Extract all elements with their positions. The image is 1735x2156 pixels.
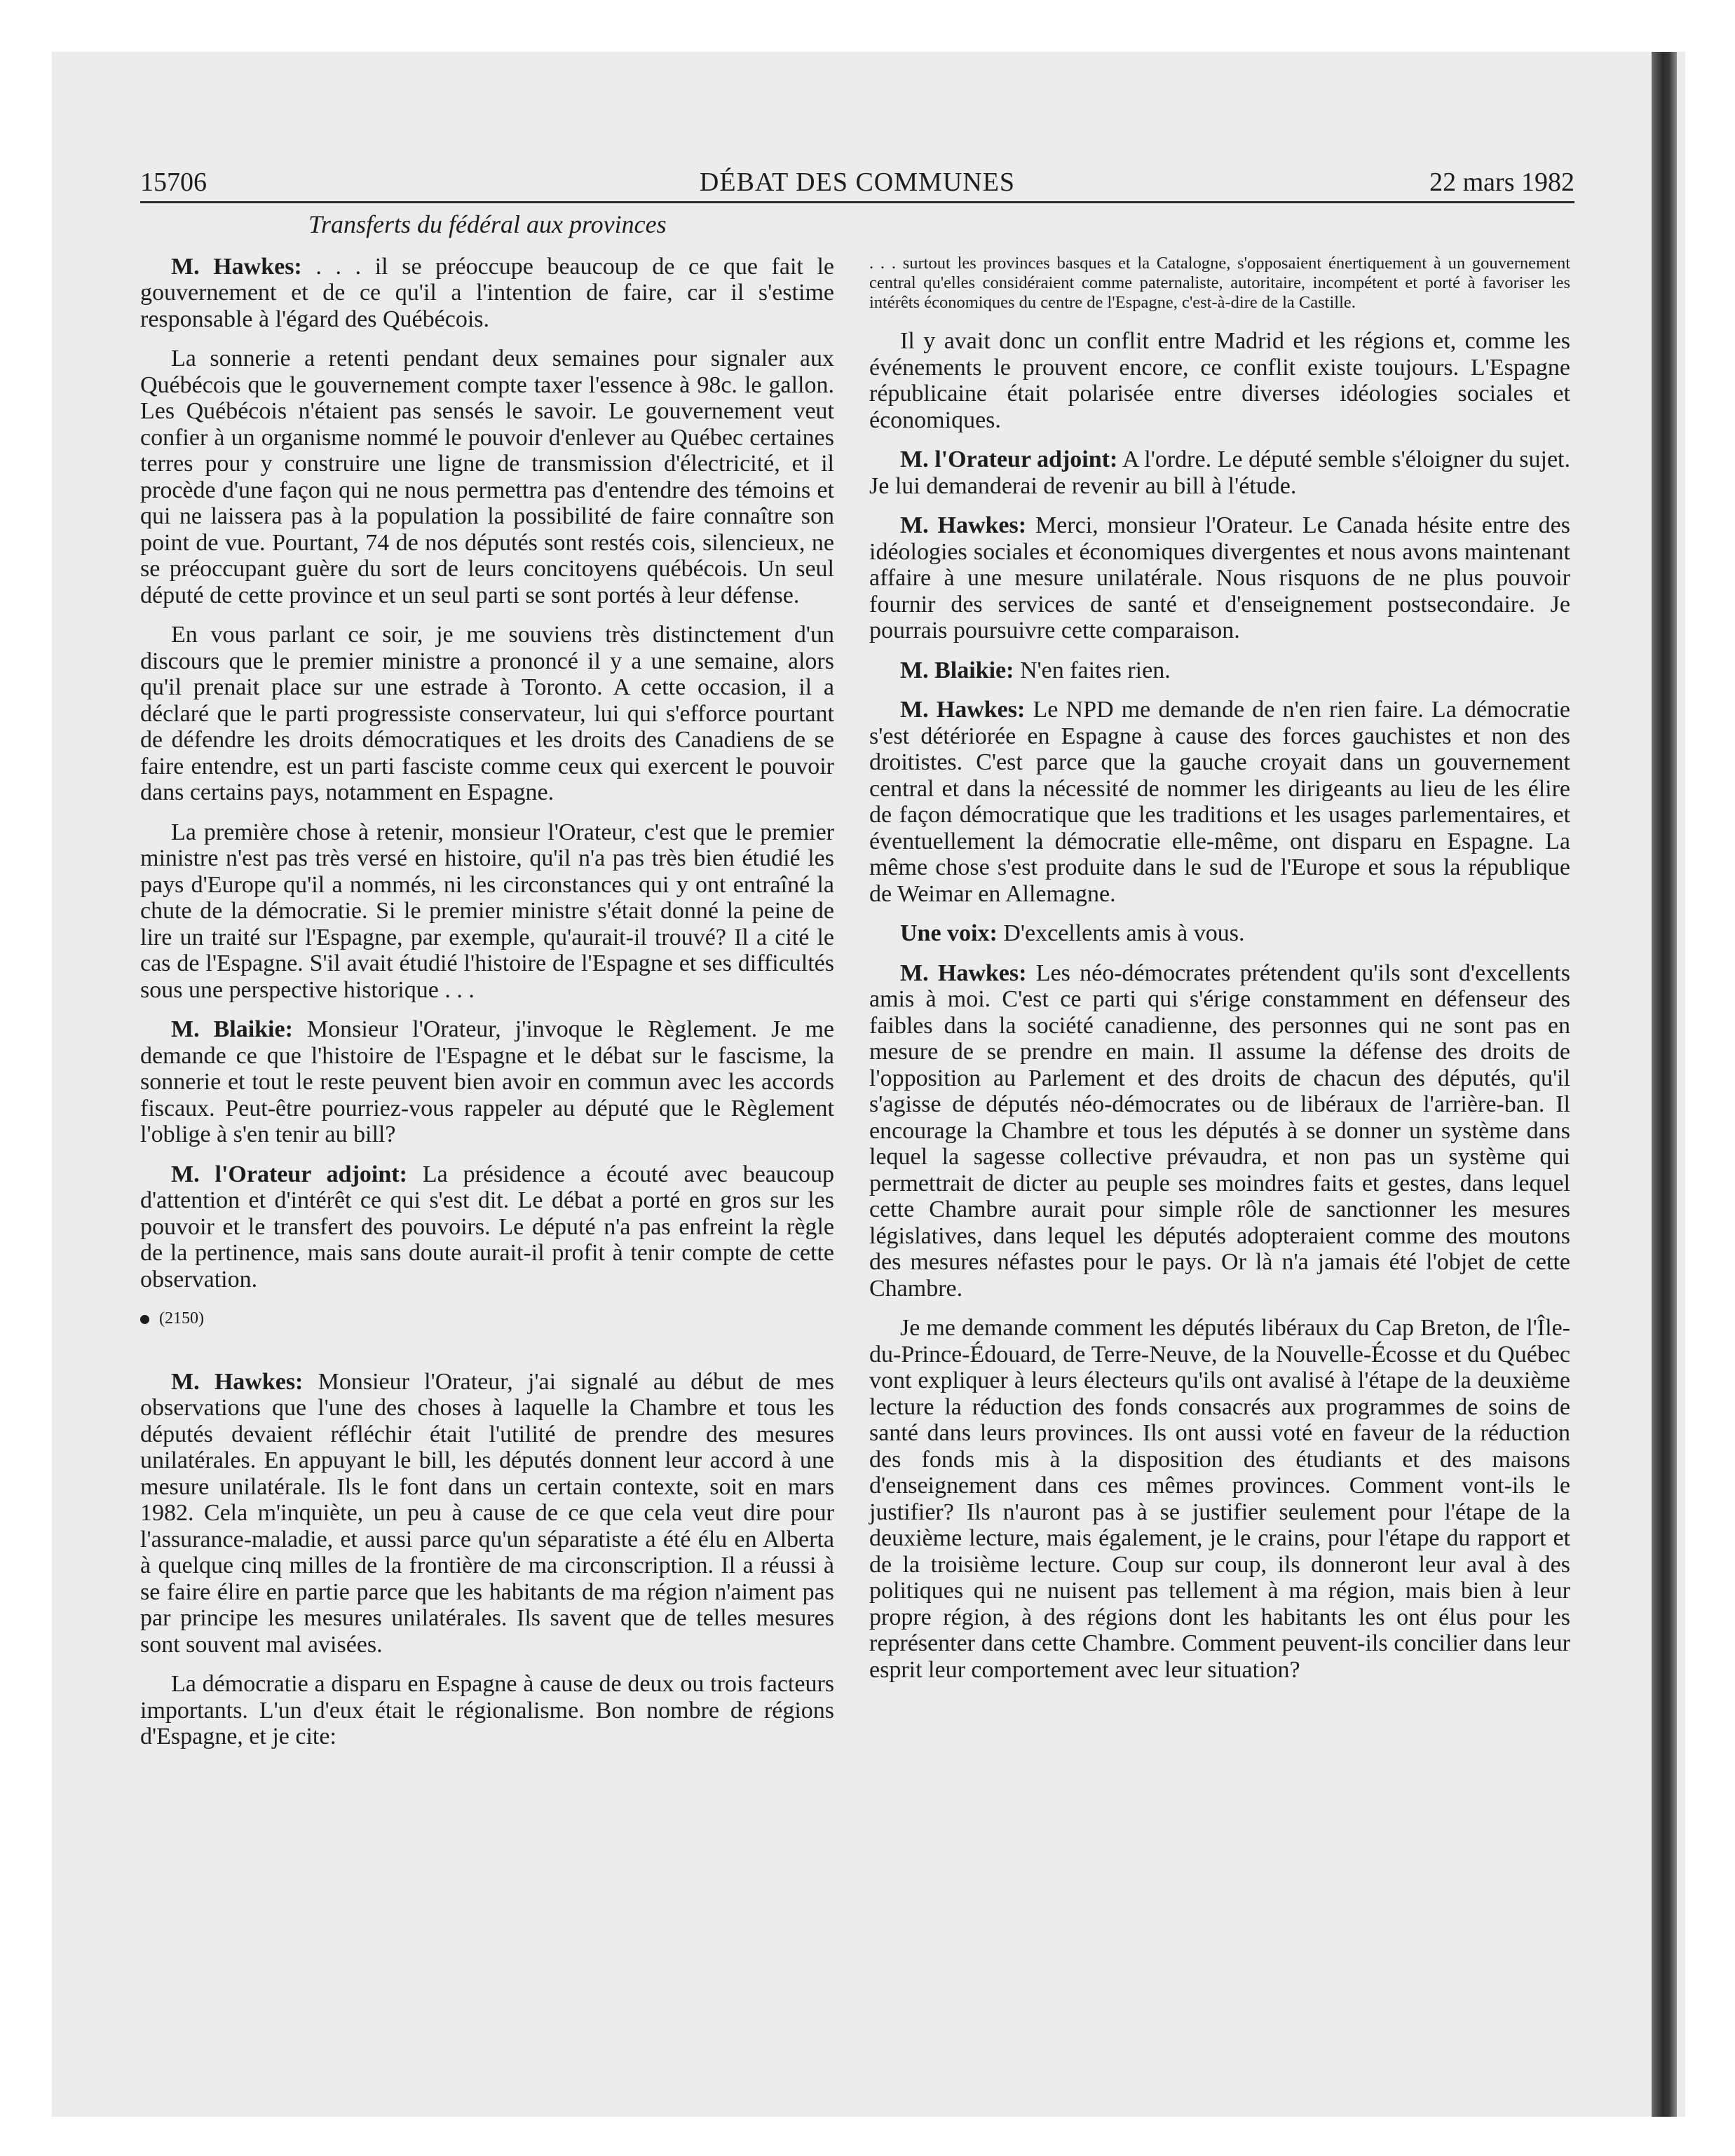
speaker-name: M. l'Orateur adjoint: (171, 1161, 407, 1187)
left-column (140, 212, 834, 1763)
section-subheading: Transferts du fédéral aux provinces (308, 210, 667, 238)
time-marker (140, 1306, 834, 1332)
right-column (869, 254, 1570, 1696)
paragraph (869, 328, 1570, 433)
paragraph (869, 512, 1570, 644)
paragraph (869, 920, 1570, 947)
paragraph-text: D'excellents amis à vous. (997, 920, 1245, 946)
page-number: 15706 (140, 168, 207, 197)
paragraph (140, 1161, 834, 1293)
speaker-name: M. l'Orateur adjoint: (900, 446, 1118, 472)
paragraph (140, 1671, 834, 1750)
book-spine-shadow (1652, 52, 1677, 2117)
paragraph (140, 1016, 834, 1148)
page-header (140, 163, 1574, 202)
speaker-name: M. Hawkes: (900, 512, 1027, 538)
paragraph-text: A l'ordre. Le député semble s'éloigner du sujet. Je lui demanderai de revenir au bill à l'étude. (869, 446, 1570, 499)
speaker-name: M. Hawkes: (900, 960, 1027, 986)
paragraph (140, 254, 834, 333)
paragraph-text: La démocratie a disparu en Espagne à cause de deux ou trois facteurs importants. L'un d'eux était le régionalisme. Bon nombre de régions d'Espagne, et je cite: (140, 1671, 834, 1749)
speaker-name: M. Blaikie: (900, 657, 1014, 683)
paragraph (869, 1315, 1570, 1683)
timestamp-text: (2150) (159, 1309, 204, 1328)
paragraph-text: La sonnerie a retenti pendant deux semaines pour signaler aux Québécois que le gouvernement compte taxer l'essence à 98c. le gallon. Les Québécois n'étaient pas sensés le savoir. Le gouvernement veut confier à un organisme nommé le pouvoir d'enlever au Québec certaines terres pour y construire une ligne de transmission d'électricité, et il procède d'une façon qui ne nous permettra pas d'entendre des témoins et qui ne laissera pas à la population la possibilité de faire connaître son point de vue. Pourtant, 74 de nos députés sont restés cois, silencieux, ne se préoccupant guère du sort de leurs concitoyens québécois. Un seul député de cette province et un seul parti se sont portés à leur défense. (140, 346, 834, 608)
paragraph (869, 657, 1570, 684)
paragraph-text: Les néo-démocrates prétendent qu'ils sont d'excellents amis à moi. C'est ce parti qui s'érige constamment en défenseur des faibles dans la société canadienne, des personnes qui ne sont pas en mesure de se prendre en main. Il assume la défense des droits de l'opposition au Parlement et des droits de chacun des députés, qu'il s'agisse de députés néo-démocrates ou de libéraux de l'arrière-ban. Il encourage la Chambre et tous les députés à se donner un système dans lequel la sagesse collective prévaudra, et non pas un système qui permettrait de dicter au peuple ses moindres faits et gestes, dans lequel cette Chambre aurait pour simple rôle de sanctionner les mesures législatives, dans lequel les députés adopteraient comme des moutons des mesures néfastes pour le pays. Or là n'a jamais été l'objet de cette Chambre. (869, 960, 1570, 1302)
page-date: 22 mars 1982 (1429, 168, 1574, 197)
publication-title: DÉBAT DES COMMUNES (699, 168, 1016, 197)
paragraph-text: Monsieur l'Orateur, j'invoque le Règlement. Je me demande ce que l'histoire de l'Espagne et le débat sur le fascisme, la sonnerie et tout le reste peuvent bien avoir en commun avec les accords fiscaux. Peut-être pourriez-vous rappeler au député que le Règlement l'oblige à s'en tenir au bill? (140, 1016, 834, 1147)
paragraph (140, 346, 834, 608)
paragraph (869, 697, 1570, 907)
paragraph-text: La première chose à retenir, monsieur l'Orateur, c'est que le premier ministre n'est pas très versé en histoire, qu'il n'a pas très bien étudié les pays d'Europe qu'il a nommés, ni les circonstances qui y ont entraîné la chute de la démocratie. Si le premier ministre s'était donné la peine de lire un traité sur l'Espagne, par exemple, qu'aurait-il trouvé? Il a cité le cas de l'Espagne. S'il avait étudié l'histoire de l'Espagne et ses difficultés sous une perspective historique . . . (140, 819, 834, 1003)
paragraph-text: Le NPD me demande de n'en rien faire. La démocratie s'est détériorée en Espagne à cause des forces gauchistes et non des droitistes. C'est parce que la gauche croyait dans un gouvernement central et dans la nécessité de nommer les dirigeants au lieu de les élire de façon démocratique que les traditions et les usages parlementaires, et éventuellement la démocratie elle-même, ont disparu en Espagne. La même chose s'est produite dans le sud de l'Europe et sous la république de Weimar en Allemagne. (869, 697, 1570, 907)
paragraph-text: N'en faites rien. (1014, 657, 1171, 683)
paragraph-text: . . . il se préoccupe beaucoup de ce que fait le gouvernement et de ce qu'il a l'intention de faire, car il s'estime responsable à l'égard des Québécois. (140, 253, 834, 332)
bullet-icon (140, 1315, 149, 1324)
speaker-name: M. Blaikie: (171, 1016, 293, 1042)
paragraph (140, 819, 834, 1004)
header-rule (140, 201, 1574, 203)
paragraph (869, 960, 1570, 1302)
speaker-name: M. Hawkes: (900, 697, 1026, 723)
speaker-name: M. Hawkes: (171, 1368, 304, 1395)
paragraph (140, 1369, 834, 1658)
paragraph-text: La présidence a écouté avec beaucoup d'attention et d'intérêt ce qui s'est dit. Le débat a porté en gros sur les pouvoir et le transfert des pouvoirs. Le député n'a pas enfreint la règle de la pertinence, mais sans doute aurait-il profit à tenir compte de cette observation. (140, 1161, 834, 1292)
paragraph (869, 446, 1570, 499)
speaker-name: Une voix: (900, 920, 998, 946)
block-quote: . . . surtout les provinces basques et la Catalogne, s'opposaient énertiquement à un gouvernement central qu'elles considéraient comme paternaliste, autoritaire, incompétent et porté à favoriser les intérêts économiques du centre de l'Espagne, c'est-à-dire de la Castille. (869, 254, 1570, 312)
paragraph-text: Il y avait donc un conflit entre Madrid et les régions et, comme les événements le prouvent encore, ce conflit existe toujours. L'Espagne républicaine était polarisée entre diverses idéologies sociales et économiques. (869, 328, 1570, 433)
paragraph-text: En vous parlant ce soir, je me souviens très distinctement d'un discours que le premier ministre a prononcé il y a une semaine, alors qu'il prenait place sur une estrade à Toronto. A cette occasion, il a déclaré que le parti progressiste conservateur, lui qui s'efforce pourtant de défendre les droits démocratiques et les droits des Canadiens de se faire entendre, est un parti fasciste comme ceux qui exercent le pouvoir dans certains pays, notamment en Espagne. (140, 622, 834, 805)
paragraph-text: Monsieur l'Orateur, j'ai signalé au début de mes observations que l'une des choses à laquelle la Chambre et tous les députés devaient réfléchir était l'utilité de prendre des mesures unilatérales. En appuyant le bill, les députés donnent leur accord à une mesure unilatérale. Ils le font dans un certain contexte, soit en mars 1982. Cela m'inquiète, un peu à cause de ce que cela veut dire pour l'assurance-maladie, et aussi parce qu'un séparatiste a été élu en Alberta à quelque cinq milles de la frontière de ma circonscription. Il a réussi à se faire élire en partie parce que les habitants de ma région n'aiment pas par principe les mesures unilatérales. Ils savent que de telles mesures sont souvent mal avisées. (140, 1368, 834, 1658)
paragraph (140, 622, 834, 806)
speaker-name: M. Hawkes: (171, 253, 302, 280)
paragraph-text: Je me demande comment les députés libéraux du Cap Breton, de l'Île-du-Prince-Édouard, de Terre-Neuve, de la Nouvelle-Écosse et du Québec vont expliquer à leurs électeurs qu'ils ont avalisé à l'étape de la deuxième lecture la réduction des fonds consacrés aux programmes de soins de santé dans leurs provinces. Ils ont aussi voté en faveur de la réduction des fonds mis à la disposition des étudiants et des maisons d'enseignement dans ces mêmes provinces. Comment vont-ils le justifier? Ils n'auront pas à se justifier seulement pour l'étape de la deuxième lecture, mais également, je le crains, pour l'étape du rapport et de la troisième lecture. Coup sur coup, ils donneront leur aval à des politiques qui ne nuisent pas tellement à ma région, mais bien à leur propre région, à des régions dont les habitants les ont élus pour les représenter dans cette Chambre. Comment peuvent-ils concilier dans leur esprit leur comportement avec leur situation? (869, 1315, 1570, 1683)
paragraph-text: Merci, monsieur l'Orateur. Le Canada hésite entre des idéologies sociales et économiques divergentes et nous avons maintenant affaire à une mesure unilatérale. Nous risquons de ne plus pouvoir fournir des services de santé et d'enseignement postsecondaire. Je pourrais poursuivre cette comparaison. (869, 512, 1570, 643)
